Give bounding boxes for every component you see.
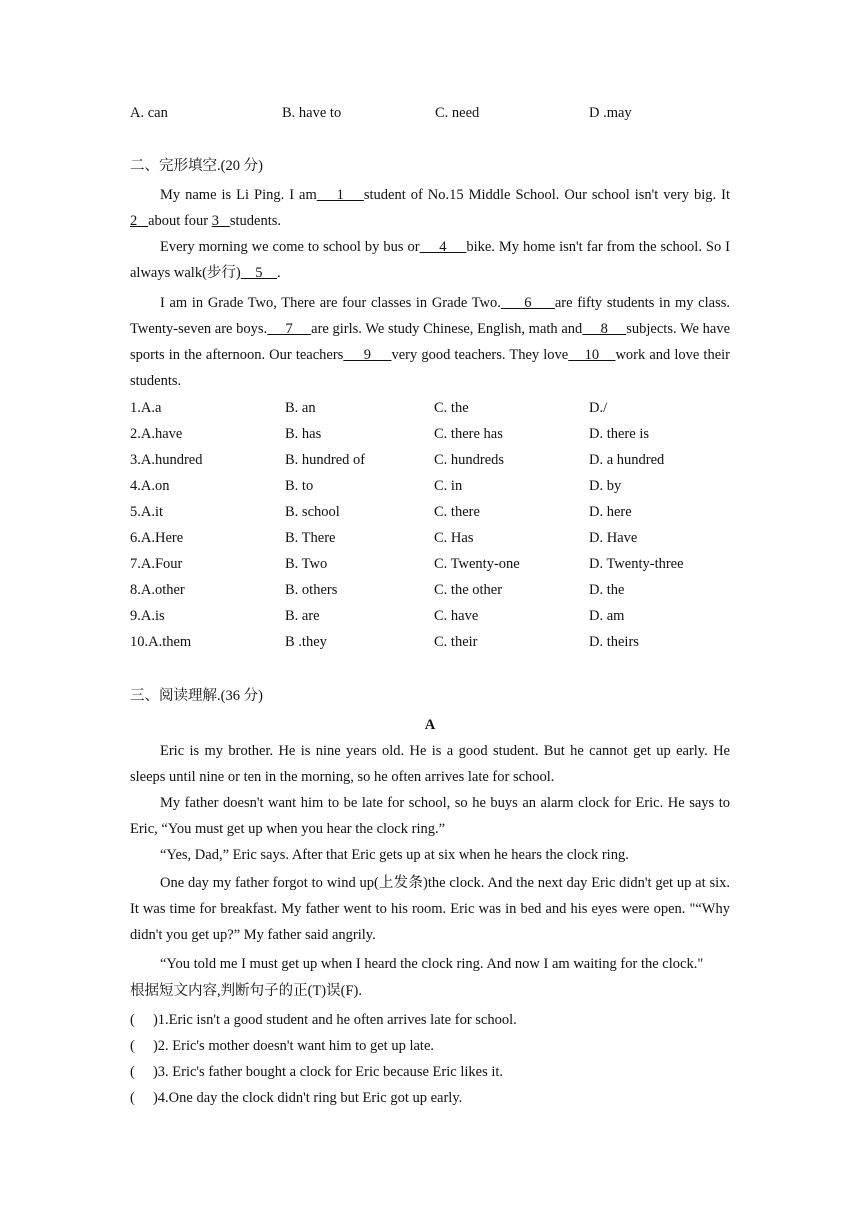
reading-paragraph-2: My father doesn't want him to be late for school, so he buys an alarm clock for Eric. He says to Eric, “You must get up when you hear the clock ring.” xyxy=(130,795,730,837)
blank-4: 4 xyxy=(419,239,467,255)
reading-paragraph-4: One day my father forgot to wind up(上发条)the clock. And the next day Eric didn't get up at six. It was time for breakfast. My father went to his room. Eric was in bed and his eyes were open. "“Why didn't you get up?” My father said angrily. xyxy=(130,875,730,943)
blank-8: 8 xyxy=(582,321,627,337)
cloze-paragraph-2: Every morning we come to school by bus or 4 bike. My home isn't far from the school. So I always walk(步行) 5 . xyxy=(130,239,731,281)
blank-3: 3 xyxy=(211,213,230,229)
true-false-item: ( )1.Eric isn't a good student and he often arrives late for school. xyxy=(130,1012,517,1028)
blank-2: 2 xyxy=(130,213,149,229)
section-heading-cloze: 二、完形填空.(20 分) xyxy=(130,158,263,174)
reading-paragraph-3: “Yes, Dad,” Eric says. After that Eric gets up at six when he hears the clock ring. xyxy=(160,847,629,863)
blank-7: 7 xyxy=(267,321,312,337)
blank-1: 1 xyxy=(316,187,364,203)
instruction-text: 根据短文内容,判断句子的正(T)误(F). xyxy=(130,983,362,999)
reading-paragraph-5: “You told me I must get up when I heard the clock ring. And now I am waiting for the clock." xyxy=(160,956,704,972)
option-c: C. need xyxy=(435,105,480,121)
option-a: A. can xyxy=(130,105,168,121)
blank-9: 9 xyxy=(343,347,392,363)
cloze-paragraph-3: I am in Grade Two, There are four classes in Grade Two. 6 are fifty students in my class. Twenty-seven are boys. 7 are girls. We study Chinese, English, math and 8 subjects. We have sports in the afternoon. Our teachers 9 very good teachers. They love 10 work and love their students. xyxy=(130,295,731,389)
true-false-item: ( )4.One day the clock didn't ring but Eric got up early. xyxy=(130,1090,463,1106)
option-d: D .may xyxy=(589,105,632,121)
blank-5: 5 xyxy=(240,265,277,281)
section-heading-reading: 三、阅读理解.(36 分) xyxy=(130,688,263,704)
true-false-item: ( )2. Eric's mother doesn't want him to get up late. xyxy=(130,1038,435,1054)
blank-10: 10 xyxy=(568,347,616,363)
option-b: B. have to xyxy=(282,105,342,121)
reading-paragraph-1: Eric is my brother. He is nine years old. He is a good student. But he cannot get up early. He sleeps until nine or ten in the morning, so he often arrives late for school. xyxy=(130,743,730,785)
passage-label: A xyxy=(424,717,436,733)
cloze-paragraph-1: My name is Li Ping. I am 1 student of No.15 Middle School. Our school isn't very big. It 2 about four 3 students. xyxy=(130,187,730,229)
blank-6: 6 xyxy=(500,295,555,311)
true-false-item: ( )3. Eric's father bought a clock for Eric because Eric likes it. xyxy=(130,1064,504,1080)
